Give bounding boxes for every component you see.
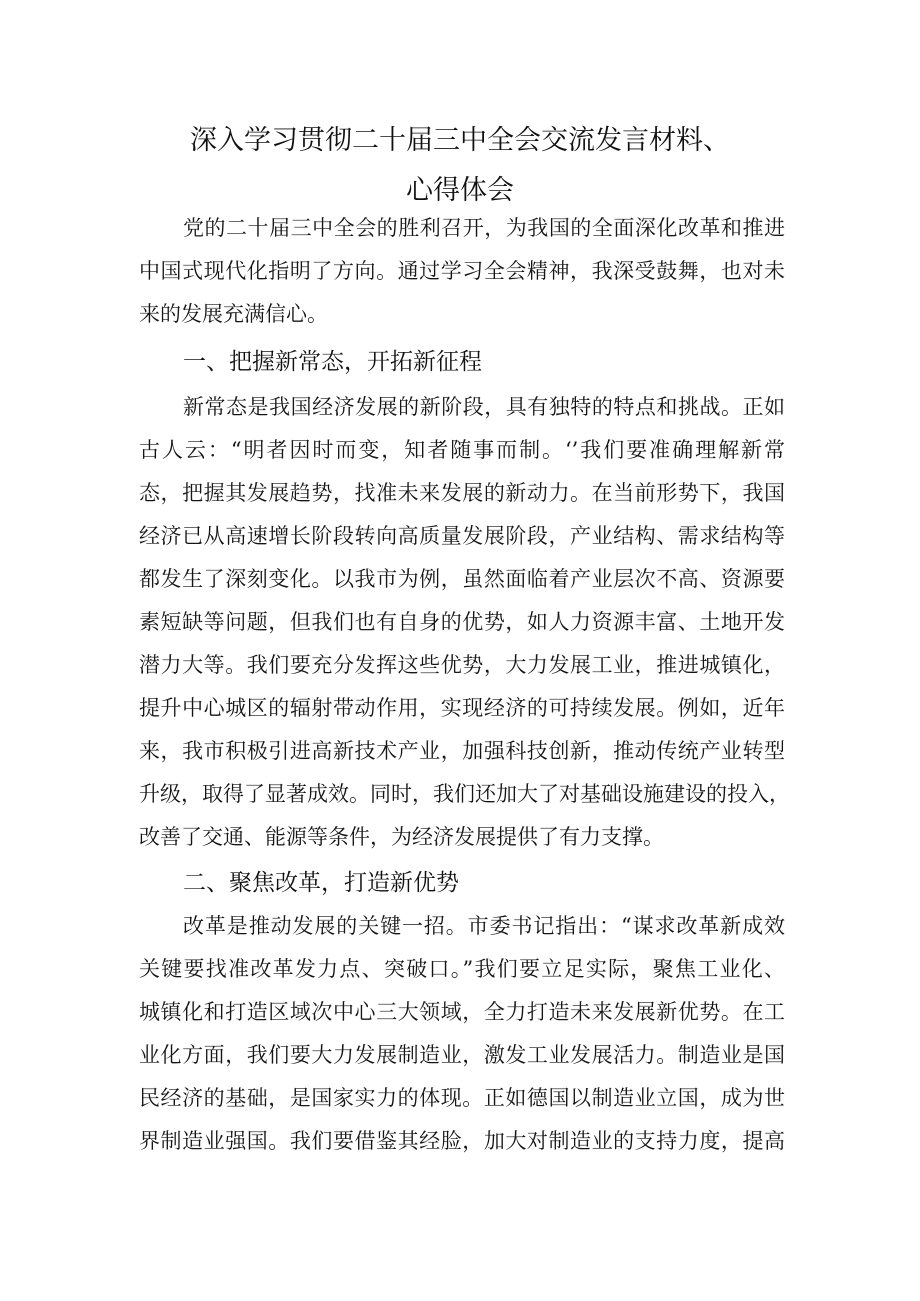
paragraph-line: 素短缺等问题，但我们也有自身的优势，如人力资源丰富、土地开发 (139, 610, 785, 634)
paragraph-line: 来的发展充满信心。 (139, 302, 328, 326)
paragraph-line: 都发生了深刻变化。以我市为例，虽然面临着产业层次不高、资源要 (139, 567, 785, 591)
paragraph-line: 提升中心城区的辐射带动作用，实现经济的可持续发展。例如，近年 (139, 696, 785, 720)
document-title-line-1: 深入学习贯彻二十届三中全会交流发言材料、 (190, 125, 730, 156)
paragraph-line: 关键要找准改革发力点、突破口。”我们要立足实际，聚焦工业化、 (139, 957, 785, 981)
section-heading-1: 一、把握新常态，开拓新征程 (183, 349, 482, 375)
paragraph-line: 城镇化和打造区域次中心三大领域，全力打造未来发展新优势。在工 (139, 1000, 785, 1024)
paragraph-line: 态，把握其发展趋势，找准未来发展的新动力。在当前形势下，我国 (139, 481, 785, 505)
document-title-line-2: 心得体会 (406, 175, 514, 206)
paragraph-line: 业化方面，我们要大力发展制造业，激发工业发展活力。制造业是国 (139, 1043, 785, 1067)
paragraph-line: 中国式现代化指明了方向。通过学习全会精神，我深受鼓舞，也对未 (139, 259, 785, 283)
paragraph-line: 来，我市积极引进高新技术产业，加强科技创新，推动传统产业转型 (139, 739, 785, 763)
paragraph-line: 升级，取得了显著成效。同时，我们还加大了对基础设施建设的投入， (139, 782, 790, 806)
paragraph-line: 潜力大等。我们要充分发挥这些优势，大力发展工业，推进城镇化， (139, 653, 785, 677)
paragraph-line: 新常态是我国经济发展的新阶段，具有独特的特点和挑战。正如 (183, 395, 785, 419)
paragraph-line: 界制造业强国。我们要借鉴其经脸，加大对制造业的支持力度，提高 (139, 1129, 785, 1153)
paragraph-line: 经济已从高速增长阶段转向高质量发展阶段，产业结构、需求结构等 (139, 524, 785, 548)
paragraph-line: 改善了交通、能源等条件，为经济发展提供了有力支撑。 (139, 825, 664, 849)
paragraph-line: 改革是推动发展的关键一招。市委书记指出：“谋求改革新成效 (183, 914, 785, 938)
paragraph-line: 党的二十届三中全会的胜利召开，为我国的全面深化改革和推进 (183, 216, 785, 240)
paragraph-line: 古人云：“明者因时而变，知者随事而制。‘’我们要准确理解新常 (139, 438, 785, 462)
paragraph-line: 民经济的基础，是国家实力的体现。正如德国以制造业立国，成为世 (139, 1086, 785, 1110)
section-heading-2: 二、聚焦改革，打造新优势 (183, 870, 459, 896)
